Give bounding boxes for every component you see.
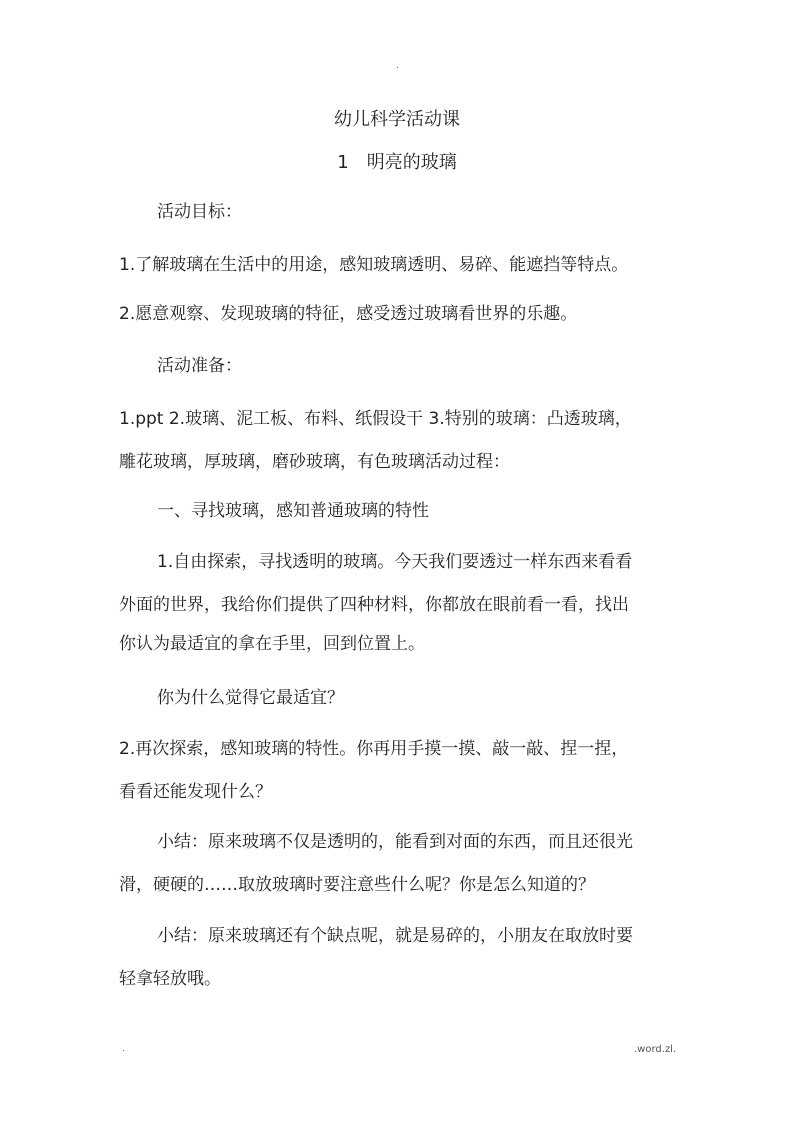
paragraph-line: 你认为最适宜的拿在手里，回到位置上。 (119, 634, 425, 654)
paragraph-line: 1.自由探索，寻找透明的玻璃。今天我们要透过一样东西来看看 (157, 552, 633, 572)
summary-line: 滑，硬硬的……取放玻璃时要注意些什么呢？你是怎么知道的？ (119, 875, 595, 895)
lesson-title (0, 148, 794, 174)
lesson-number: 1 (337, 152, 349, 173)
preparation-line-1: 1.ppt 2.玻璃、泥工板、布料、纸假设干 3.特别的玻璃：凸透玻璃， (119, 409, 632, 429)
section-heading-preparation: 活动准备： (157, 356, 242, 376)
paragraph-line: 看看还能发现什么？ (119, 782, 272, 802)
section-heading-goals: 活动目标： (157, 202, 242, 222)
summary-line: 小结：原来玻璃不仅是透明的，能看到对面的东西，而且还很光 (157, 832, 633, 852)
summary-line: 小结：原来玻璃还有个缺点呢，就是易碎的，小朋友在取放时要 (157, 926, 633, 946)
goal-item-2: 2.愿意观察、发现玻璃的特征，感受透过玻璃看世界的乐趣。 (119, 304, 578, 324)
preparation-line-2: 雕花玻璃，厚玻璃，磨砂玻璃，有色玻璃活动过程： (119, 452, 510, 472)
footer-mark-left: . (122, 1044, 125, 1054)
header-mark: . (396, 61, 399, 71)
step-heading-1: 一、寻找玻璃，感知普通玻璃的特性 (157, 501, 429, 521)
footer-mark-right: .word.zl. (634, 1044, 677, 1055)
document-title: 幼儿科学活动课 (334, 109, 460, 130)
summary-line: 轻拿轻放哦。 (119, 969, 221, 989)
paragraph-line: 你为什么觉得它最适宜？ (157, 688, 344, 708)
paragraph-line: 2.再次探索，感知玻璃的特性。你再用手摸一摸、敲一敲、捏一捏， (119, 739, 629, 759)
lesson-name: 明亮的玻璃 (366, 152, 457, 173)
goal-item-1: 1.了解玻璃在生活中的用途，感知玻璃透明、易碎、能遮挡等特点。 (119, 255, 629, 275)
paragraph-line: 外面的世界，我给你们提供了四种材料，你都放在眼前看一看，找出 (119, 595, 629, 615)
